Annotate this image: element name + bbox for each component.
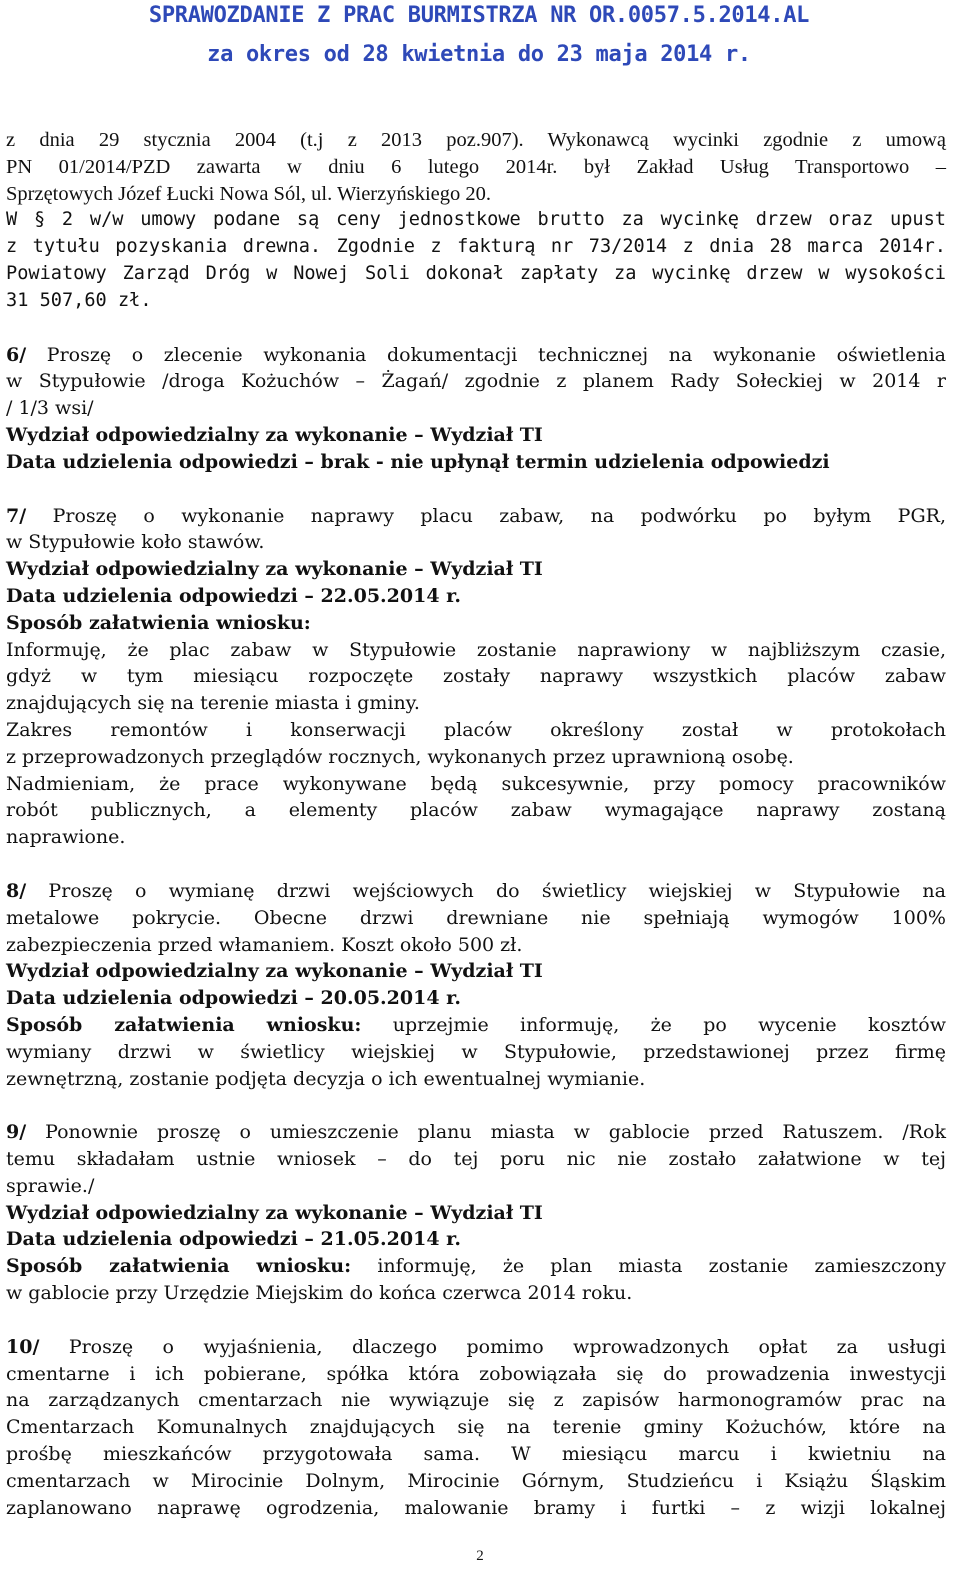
request-item-10 [6, 1334, 946, 1522]
item-text-line: w Stypułowie /droga Kożuchów – Żagań/ zgodnie z planem Rady Sołeckiej w 2014 r [6, 370, 946, 393]
item-number: 10/ [6, 1335, 40, 1358]
item-text-line: zabezpieczenia przed włamaniem. Koszt około 500 zł. [6, 933, 523, 956]
item-number: 8/ [6, 879, 27, 902]
answer-line: gdyż w tym miesiącu rozpoczęte zostały naprawy wszystkich placów zabaw [6, 665, 946, 688]
resolution-label: Sposób załatwienia wniosku: [6, 1255, 352, 1278]
report-period: za okres od 28 kwietnia do 23 maja 2014 r. [207, 42, 751, 67]
item-text-line: / 1/3 wsi/ [6, 397, 94, 420]
text-line: W § 2 w/w umowy podane są ceny jednostkowe brutto za wycinkę drzew oraz upust [6, 209, 946, 231]
item-text-line: Ponownie proszę o umieszczenie planu miasta w gablocie przed Ratuszem. /Rok [45, 1121, 946, 1144]
text-line: PN 01/2014/PZD zawarta w dniu 6 lutego 2014r. był Zakład Usług Transportowo – [6, 155, 946, 178]
item-text-line: na zarządzanych cmentarzach nie wywiązuje się z zapisów harmonogramów prac na [6, 1389, 946, 1412]
item-text-line: cmentarne i ich pobierane, spółka która zobowiązała się do prowadzenia inwestycji [6, 1362, 946, 1385]
page-number: 2 [476, 1548, 484, 1564]
text-line: z dnia 29 stycznia 2004 (t.j z 2013 poz.907). Wykonawcą wycinki zgodnie z umową [6, 129, 946, 151]
response-date: Data udzielenia odpowiedzi – 22.05.2014 r. [6, 584, 462, 607]
answer-line: w gablocie przy Urzędzie Miejskim do końca czerwca 2014 roku. [6, 1282, 633, 1305]
answer-line: z przeprowadzonych przeglądów rocznych, wykonanych przez uprawnioną osobę. [6, 745, 794, 768]
item-text-line: cmentarzach w Mirocinie Dolnym, Mirocinie Górnym, Studzieńcu i Książu Śląskim [6, 1469, 946, 1492]
text-line: z tytułu pozyskania drewna. Zgodnie z fakturą nr 73/2014 z dnia 28 marca 2014r. [6, 236, 946, 258]
item-text-line: Cmentarzach Komunalnych znajdujących się na terenie gminy Kożuchów, które na [6, 1416, 946, 1439]
answer-line: naprawione. [6, 826, 126, 849]
intro-paragraph [6, 127, 946, 207]
response-date: Data udzielenia odpowiedzi – 20.05.2014 r. [6, 987, 462, 1010]
request-item-9 [6, 1119, 946, 1307]
item-text-line: Proszę o wymianę drzwi wejściowych do świetlicy wiejskiej w Stypułowie na [48, 879, 946, 902]
answer-line: Nadmieniam, że prace wykonywane będą sukcesywnie, przy pomocy pracowników [6, 772, 946, 795]
item-text-line: sprawie./ [6, 1174, 95, 1197]
document-body [6, 127, 946, 1521]
responsible-department: Wydział odpowiedzialny za wykonanie – Wydział TI [6, 423, 543, 446]
answer-line: wymiany drzwi w świetlicy wiejskiej w Stypułowie, przedstawionej przez firmę [6, 1040, 946, 1063]
item-text-line: prośbę mieszkańców przygotowała sama. W miesiącu marcu i kwietniu na [6, 1443, 946, 1466]
responsible-department: Wydział odpowiedzialny za wykonanie – Wydział TI [6, 1201, 543, 1224]
report-title: SPRAWOZDANIE Z PRAC BURMISTRZA NR OR.0057.5.2014.AL [148, 3, 810, 28]
resolution-label: Sposób załatwienia wniosku: [6, 611, 311, 634]
answer-line: znajdujących się na terenie miasta i gminy. [6, 692, 420, 715]
answer-inline: uprzejmie informuję, że po wycenie kosztów [392, 1013, 946, 1036]
item-number: 9/ [6, 1121, 27, 1144]
responsible-department: Wydział odpowiedzialny za wykonanie – Wydział TI [6, 960, 543, 983]
item-text-line: temu składałam ustnie wniosek – do tej poru nic nie zostało załatwione w tej [6, 1148, 946, 1171]
request-item-6 [6, 342, 946, 476]
item-text-line: Proszę o wykonanie naprawy placu zabaw, na podwórku po byłym PGR, [52, 504, 946, 527]
item-text-line: metalowe pokrycie. Obecne drzwi drewniane nie spełniają wymogów 100% [6, 906, 946, 929]
answer-line: robót publicznych, a elementy placów zabaw wymagające naprawy zostaną [6, 799, 946, 822]
responsible-department: Wydział odpowiedzialny za wykonanie – Wydział TI [6, 558, 543, 581]
answer-line: zewnętrzną, zostanie podjęta decyzja o ich ewentualnej wymianie. [6, 1067, 646, 1090]
item-text-line: w Stypułowie koło stawów. [6, 531, 265, 554]
request-item-8 [6, 878, 946, 1092]
item-text-line: Proszę o wyjaśnienia, dlaczego pomimo wprowadzonych opłat za usługi [68, 1335, 946, 1358]
item-number: 7/ [6, 504, 27, 527]
response-date: Data udzielenia odpowiedzi – 21.05.2014 r. [6, 1228, 462, 1251]
answer-line: Zakres remontów i konserwacji placów określony został w protokołach [6, 718, 946, 741]
answer-line: Informuję, że plac zabaw w Stypułowie zostanie naprawiony w najbliższym czasie, [6, 638, 946, 661]
text-line: 31 507,60 zł. [6, 289, 152, 311]
resolution-label: Sposób załatwienia wniosku: [6, 1013, 362, 1036]
intro-paragraph-2 [6, 207, 946, 314]
text-line: Powiatowy Zarząd Dróg w Nowej Soli dokonał zapłaty za wycinkę drzew w wysokości [6, 262, 946, 284]
response-date: Data udzielenia odpowiedzi – brak - nie upłynął termin udzielenia odpowiedzi [6, 450, 830, 473]
item-number: 6/ [6, 343, 27, 366]
answer-inline: informuję, że plan miasta zostanie zamieszczony [377, 1255, 946, 1278]
request-item-7 [6, 503, 946, 851]
item-text-line: zaplanowano naprawę ogrodzenia, malowanie bramy i furtki – z wizji lokalnej [6, 1496, 946, 1519]
text-line: Sprzętowych Józef Łucki Nowa Sól, ul. Wierzyńskiego 20. [6, 182, 491, 205]
item-text-line: Proszę o zlecenie wykonania dokumentacji technicznej na wykonanie oświetlenia [46, 343, 946, 366]
